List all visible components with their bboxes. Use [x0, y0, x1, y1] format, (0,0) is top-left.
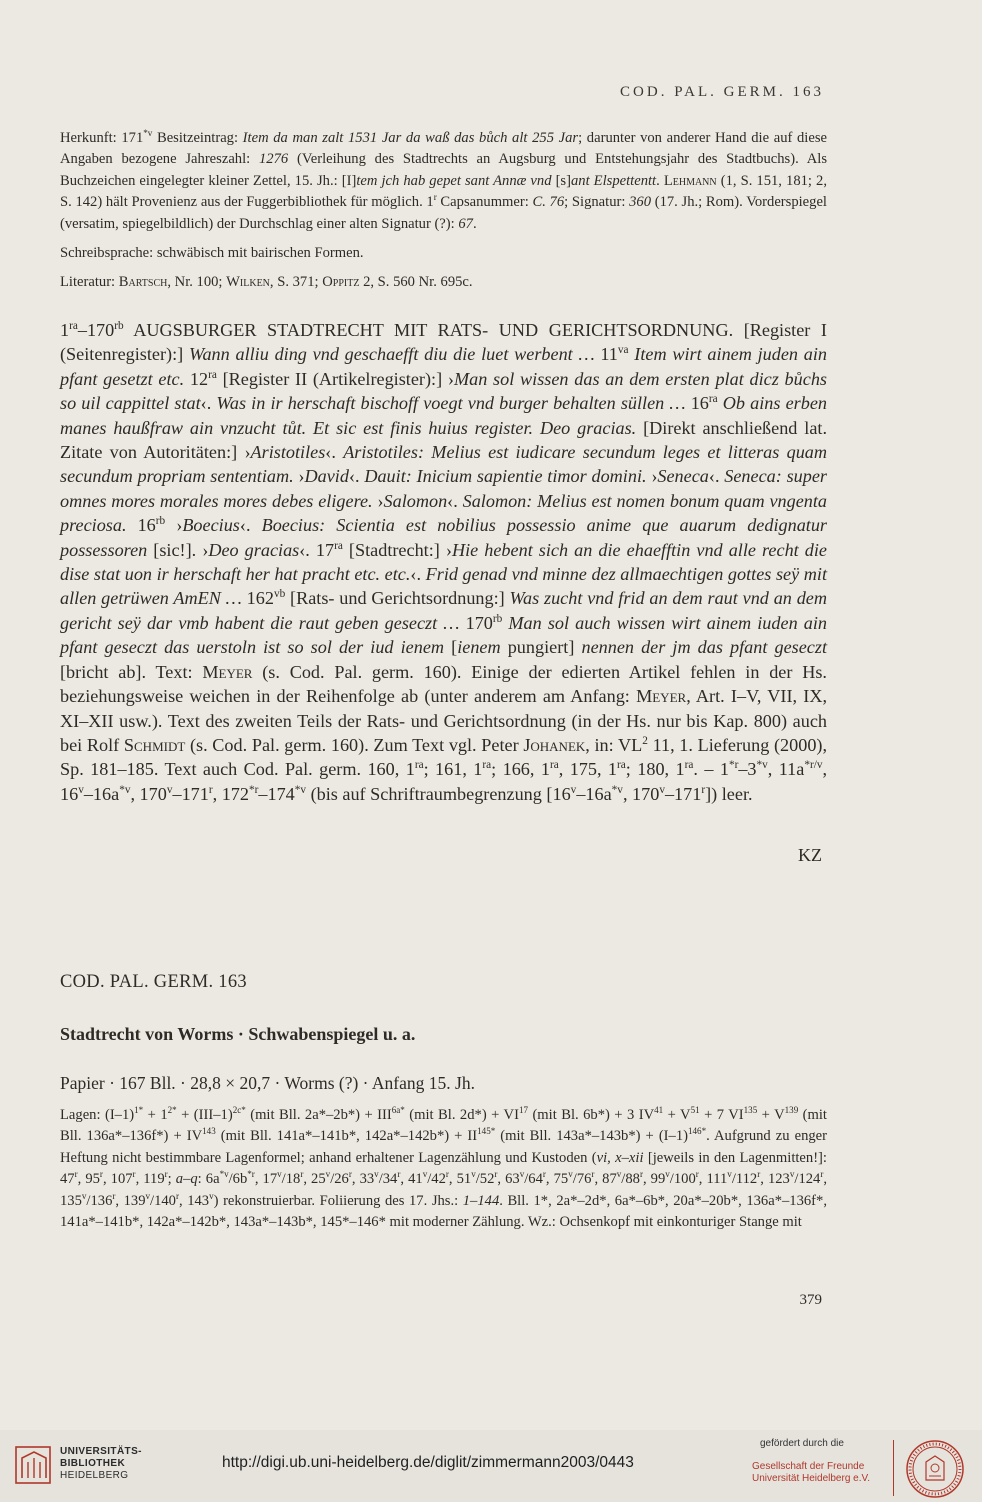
text: [bricht ab]. Text:: [60, 661, 203, 682]
text: [sic!]. ›: [147, 539, 209, 560]
text: ›: [372, 490, 384, 511]
author-name: Oppitz: [322, 274, 360, 291]
superscript: va: [617, 344, 629, 357]
text: , 75: [545, 1171, 569, 1188]
quote: Seneca: super omnes mores morales mores debes eligere.: [60, 466, 828, 511]
superscript: r: [820, 1169, 824, 1180]
superscript: rb: [155, 515, 166, 528]
superscript: v: [277, 1169, 282, 1180]
text: . – 1: [693, 759, 729, 780]
text: , 175, 1: [558, 759, 618, 780]
author-name: Lehmann: [663, 172, 717, 189]
text: , 25: [303, 1171, 326, 1188]
quote: Was in ir herschaft bischoff voegt vnd burger behalten süllen …: [216, 393, 686, 414]
text: , 51: [448, 1171, 472, 1188]
superscript: r: [542, 1169, 546, 1180]
text: Herkunft: 171: [60, 130, 144, 146]
text: /18: [281, 1171, 301, 1188]
text: (17. Jh.; Rom). Vorderspiegel (versatim, spiegelbildlich) der Durchschlag einer alten Signatur (?):: [60, 194, 827, 232]
superscript: v: [471, 1169, 476, 1180]
superscript: v: [727, 1169, 732, 1180]
text: (mit Bll. 143a*–143b*) + (I–1): [495, 1128, 688, 1145]
superscript: r: [397, 1169, 401, 1180]
text: /136: [86, 1192, 113, 1209]
text: Lagen: (I–1): [60, 1107, 135, 1123]
superscript: *v: [294, 783, 307, 796]
text: (mit Bll. 141a*–141b*, 142a*–142b*) + II: [215, 1128, 478, 1145]
library-name-line: UNIVERSITÄTS-: [60, 1446, 142, 1457]
text: /52: [475, 1171, 495, 1188]
superscript: *v: [756, 759, 768, 772]
text: /124: [794, 1171, 821, 1188]
text: ›: [646, 466, 658, 487]
superscript: r: [175, 1190, 179, 1201]
quote: 1–144: [462, 1192, 500, 1209]
text: + (III–1): [176, 1107, 233, 1123]
quote: a–q: [175, 1171, 198, 1188]
text: [: [444, 637, 458, 658]
text: + 1: [143, 1107, 168, 1123]
quote: David: [304, 466, 349, 487]
text: ; 161, 1: [423, 759, 483, 780]
superscript: v: [616, 1169, 622, 1180]
superscript: r: [348, 1169, 352, 1180]
text: , 123: [760, 1171, 790, 1188]
text: AUGSBURGER STADTRECHT MIT RATS- UND GERICHTSORDNUNG. [Register I (Seitenregister):]: [60, 320, 827, 365]
text: , 41: [400, 1171, 423, 1188]
text: ›: [165, 515, 183, 536]
superscript: 146*: [688, 1126, 707, 1137]
entry-title: Stadtrecht von Worms · Schwabenspiegel u. a.: [60, 1024, 416, 1044]
superscript: ra: [334, 539, 343, 552]
text: /42: [427, 1171, 446, 1188]
superscript: *r: [248, 783, 259, 796]
lagen-text: [60, 1105, 827, 1233]
text: /34: [378, 1171, 398, 1188]
text: (s. Cod. Pal. germ. 160). Einige der edierten Artikel fehlen in der Hs. beziehungsweise weichen in der Reihenfolge ab (unter anderem am Anfang:: [60, 661, 827, 707]
superscript: ra: [414, 759, 424, 772]
text: ›: [293, 466, 305, 487]
text: . Bll. 1*, 2a*–2d*, 6a*–6b*, 20a*–20b*, 136a*–136f*, 141a*–141b*, 142a*–142b*, 143a*–143b*, 145*–146* mit moderner Zählung. Wz.: Ochsenkopf mit einkonturiger Stange mit: [60, 1192, 827, 1231]
superscript: v: [568, 1169, 573, 1180]
superscript: ra: [617, 759, 626, 772]
superscript: 135: [743, 1105, 758, 1116]
superscript: r: [433, 192, 437, 203]
text: /100: [669, 1171, 696, 1188]
superscript: 1*: [134, 1105, 144, 1116]
superscript: r: [445, 1169, 449, 1180]
quote: Wann alliu ding vnd geschaefft diu die luet werbent …: [188, 344, 595, 365]
quote: Seneca: [657, 466, 709, 487]
text: [Register II (Artikelregister):] ›: [216, 368, 454, 389]
sponsor-name-line: Universität Heidelberg e.V.: [752, 1473, 871, 1484]
superscript: r: [208, 783, 213, 796]
quote: Boecius: Scientia est nobilius possessio anime que auarum dedignatur possessoren: [60, 515, 828, 560]
superscript: *r/v: [804, 759, 823, 772]
superscript: v: [145, 1190, 151, 1201]
text: Capsanummer:: [436, 194, 533, 211]
text: ‹.: [410, 564, 426, 585]
previous-entry: [60, 128, 827, 294]
text: ) rekonstruierbar. Foliierung des 17. Jhs.:: [213, 1192, 463, 1209]
superscript: *v: [219, 1169, 229, 1180]
text: (mit Bl. 6b*) + 3 IV: [528, 1107, 655, 1123]
superscript: v: [659, 783, 665, 796]
quote: Ob ains erben manes haußfraw ain vnzucht tůt. Et sic est finis huius register. Deo gracias.: [60, 393, 827, 438]
text: (mit Bll. 136a*–136f*) + IV: [60, 1107, 827, 1145]
author-name: Meyer: [636, 686, 687, 707]
text: , 33: [351, 1171, 375, 1188]
text: , 119: [135, 1171, 165, 1188]
quote: Hie hebent sich an die ehaefftin vnd alle recht die dise stat uon ir herschaft her hat pracht etc. etc.: [60, 539, 827, 585]
quote: nennen der jm das pfant geseczt: [581, 637, 828, 658]
superscript: ra: [69, 319, 78, 332]
text: ; darunter von anderer Hand die auf diese Angaben bezogene Jahreszahl:: [60, 130, 827, 168]
text: 2, S. 560 Nr. 695c.: [359, 274, 473, 291]
text: , 11a: [767, 759, 805, 780]
running-head: COD. PAL. GERM. 163: [620, 84, 824, 100]
author-initials: KZ: [798, 845, 822, 865]
text: ;: [167, 1171, 176, 1188]
text: –16a: [83, 783, 120, 804]
text: , Art. I–V, VII, IX, XI–XII usw.). Text des zweiten Teils der Rats- und Gerichtsordnung (in der Hs. nur bis Kap. 800) auch bei Rolf: [60, 686, 827, 755]
text: [jeweils in den Lagenmitten!]: 47: [60, 1149, 827, 1188]
text: 11, 1. Lieferung (2000), Sp. 181–185. Text auch Cod. Pal. germ. 160, 1: [60, 734, 828, 780]
text: 16: [685, 393, 709, 414]
text: –3: [738, 759, 757, 780]
text: [Stadtrecht:] ›: [342, 539, 452, 560]
text: , 63: [497, 1171, 520, 1188]
superscript: r: [494, 1169, 498, 1180]
quote: Salomon: Melius est nomen bonum quam vngenta preciosa.: [60, 490, 828, 536]
superscript: v: [166, 783, 173, 796]
text: /6b: [228, 1171, 248, 1188]
schreibsprache: Schreibsprache: schwäbisch mit bairischen Formen.: [60, 245, 364, 262]
superscript: v: [665, 1169, 670, 1180]
sponsor-name-line: Gesellschaft der Freunde: [752, 1461, 865, 1472]
text: .: [656, 172, 664, 189]
sponsor-label: gefördert durch die: [760, 1438, 844, 1449]
superscript: *r: [728, 759, 739, 772]
text: 170: [459, 612, 493, 633]
quote: Aristotiles: Melius est iudicare secundum leges et litteras quam secundum propriam sententiam.: [60, 442, 828, 487]
text: /140: [150, 1192, 176, 1209]
superscript: ra: [482, 759, 492, 772]
quote: C. 76: [532, 194, 565, 211]
quote: 1276: [259, 151, 289, 168]
superscript: r: [132, 1169, 136, 1180]
permalink-url[interactable]: http://digi.ub.uni-heidelberg.de/diglit/zimmermann2003/0443: [222, 1454, 634, 1471]
superscript: r: [639, 1169, 643, 1180]
university-library-logo-icon: [14, 1444, 54, 1486]
text: , 111: [698, 1171, 728, 1188]
text: (Verleihung des Stadtrechts an Augsburg und Entstehungsjahr des Stadtbuchs). Als Buchzeichen eingelegter kleiner Zettel, 15. Jh.: [I]: [60, 151, 827, 189]
superscript: 51: [690, 1105, 700, 1116]
quote: tem jch hab gepet sant Annæ vnd: [356, 172, 552, 189]
entry-heading: COD. PAL. GERM. 163: [60, 972, 247, 992]
text: ‹.: [708, 466, 725, 487]
superscript: r: [99, 1169, 103, 1180]
text: –170: [77, 320, 115, 340]
superscript: r: [695, 1169, 699, 1180]
quote: Boecius: [182, 515, 240, 536]
superscript: *v: [143, 128, 153, 139]
text: 11: [594, 344, 618, 365]
quote: Item wirt ainem juden ain pfant gesetzt etc.: [60, 344, 828, 389]
text: –174: [258, 783, 295, 804]
superscript: r: [591, 1169, 595, 1180]
superscript: r: [74, 1169, 78, 1180]
text: (s. Cod. Pal. germ. 160). Zum Text vgl. Peter: [185, 734, 524, 755]
superscript: v: [519, 1169, 525, 1180]
superscript: v: [81, 1190, 87, 1201]
text: (mit Bll. 2a*–2b*) + III: [245, 1107, 392, 1123]
text: ‹.: [239, 515, 262, 536]
author-name: Wilken: [226, 274, 270, 291]
text: 162: [241, 588, 274, 609]
text: . Aufgrund zu enger Heftung nicht bestimmbare Lagenformel; anhand erhaltener Lagenzählung und Kustoden (: [60, 1128, 827, 1166]
superscript: rb: [492, 612, 503, 625]
text: (bis auf Schriftraumbegrenzung [16: [306, 783, 571, 804]
superscript: rb: [114, 319, 124, 332]
text: + V: [663, 1107, 691, 1123]
superscript: r: [300, 1169, 304, 1180]
text: : 6a: [197, 1171, 220, 1188]
text: ‹. 17: [299, 539, 335, 560]
text: /26: [330, 1171, 349, 1188]
text: ; 166, 1: [491, 759, 550, 780]
author-name: Johanek: [523, 734, 586, 755]
text: , 172: [212, 783, 249, 804]
text: , 135: [60, 1171, 828, 1209]
author-name: Schmidt: [123, 734, 186, 755]
superscript: 139: [784, 1105, 799, 1116]
quote: Aristotiles: [250, 442, 326, 463]
author-name: Bartsch: [118, 274, 168, 291]
superscript: vb: [273, 588, 286, 601]
university-seal-icon: [904, 1438, 966, 1500]
text: /76: [572, 1171, 592, 1188]
superscript: 143: [202, 1126, 216, 1137]
text: Literatur:: [60, 274, 119, 291]
text: , in: VL: [585, 734, 643, 755]
superscript: r: [112, 1190, 116, 1201]
contents-paragraph: [60, 318, 827, 806]
quote: Was zucht vnd frid an dem raut vnd an dem gericht seÿ dar vmb habent die raut geben geseczt …: [60, 588, 828, 633]
entry-material: Papier · 167 Bll. · 28,8 × 20,7 · Worms (?) · Anfang 15. Jh.: [60, 1073, 475, 1093]
text: , 16: [60, 759, 828, 804]
quote: Salomon: [383, 490, 448, 511]
text: ; 180, 1: [625, 759, 685, 780]
author-name: Meyer: [202, 661, 253, 682]
superscript: *v: [611, 783, 623, 796]
superscript: 145*: [477, 1126, 496, 1137]
superscript: v: [374, 1169, 379, 1180]
text: , 107: [102, 1171, 133, 1188]
text: .: [472, 215, 477, 232]
superscript: ra: [708, 393, 718, 406]
text: 12: [184, 368, 209, 389]
text: ‹.: [348, 466, 365, 487]
quote: Deo gracias: [208, 539, 300, 560]
superscript: v: [209, 1190, 214, 1201]
quote: Man sol wissen das an dem ersten plat dicz bůchs so uil cappittel stat: [60, 368, 827, 414]
quote: ant Elspettentt: [570, 172, 657, 189]
text: , Nr. 100;: [167, 274, 227, 291]
superscript: 2: [642, 734, 648, 747]
superscript: v: [78, 783, 84, 796]
literatur: [60, 272, 827, 293]
lagen-paragraph: [60, 1105, 827, 1233]
text: ; Signatur:: [564, 194, 630, 211]
superscript: ra: [208, 368, 217, 381]
text: –16a: [576, 783, 612, 804]
herkunft-paragraph: [60, 128, 827, 235]
text: pungiert]: [500, 637, 582, 658]
text: , 87: [594, 1171, 617, 1188]
text: ‹.: [325, 442, 344, 463]
superscript: *v: [119, 783, 131, 796]
page-number: 379: [799, 1292, 822, 1308]
text: [Rats- und Gerichtsordnung:]: [285, 588, 510, 609]
superscript: r: [701, 783, 706, 796]
text: /112: [731, 1171, 758, 1188]
superscript: 41: [654, 1105, 664, 1116]
quote: vi, x–xii: [596, 1149, 644, 1166]
text: ‹.: [200, 393, 217, 414]
quote: Man sol auch wissen wirt ainem iuden ain pfant geseczt das uerstoln ist so sol der iud ienem: [60, 612, 828, 658]
superscript: ra: [684, 759, 694, 772]
superscript: r: [164, 1169, 168, 1180]
superscript: v: [789, 1169, 795, 1180]
superscript: v: [570, 783, 577, 796]
text: + V: [757, 1107, 785, 1123]
text: Besitzeintrag:: [152, 130, 243, 146]
text: ]) leer.: [705, 783, 753, 804]
text: 16: [126, 515, 156, 536]
text: –171: [172, 783, 209, 804]
library-name-line: BIBLIOTHEK: [60, 1458, 126, 1469]
text: , 143: [179, 1192, 210, 1209]
sponsor-name: [752, 1461, 870, 1485]
library-name-line: HEIDELBERG: [60, 1470, 129, 1481]
text: , S. 371;: [269, 274, 323, 291]
superscript: v: [325, 1169, 331, 1180]
superscript: r: [757, 1169, 761, 1180]
text: , 139: [115, 1192, 146, 1209]
text: , 17: [254, 1171, 278, 1188]
text: + 7 VI: [699, 1107, 744, 1123]
superscript: 2*: [167, 1105, 177, 1116]
text: –171: [664, 783, 702, 804]
quote: ienem: [457, 637, 501, 658]
superscript: v: [422, 1169, 428, 1180]
text: [s]: [551, 172, 571, 189]
quote: 67: [458, 215, 473, 232]
text: , 170: [130, 783, 167, 804]
text: 1: [60, 320, 70, 340]
quote: Frid genad vnd minne dez allmaechtigen gottes seÿ mit allen getrüwen AmEN …: [60, 564, 827, 609]
superscript: *r: [247, 1169, 255, 1180]
text: [Direkt anschließend lat. Zitate von Autoritäten:] ›: [60, 417, 827, 463]
text: , 99: [642, 1171, 666, 1188]
footer-bar: [0, 1430, 982, 1502]
superscript: 2c*: [232, 1105, 246, 1116]
superscript: 6a*: [391, 1105, 405, 1116]
text: (1, S. 151, 181; 2, S. 142) hält Provenienz aus der Fuggerbibliothek für möglich. 1: [60, 172, 827, 211]
superscript: 17: [518, 1105, 528, 1116]
text: ‹.: [447, 490, 463, 511]
divider: [893, 1440, 894, 1496]
text: /64: [524, 1171, 543, 1188]
text: , 170: [622, 783, 660, 804]
quote: Item da man zalt 1531 Jar da waß das bůch alt 255 Jar: [242, 130, 579, 146]
text: , 95: [77, 1171, 100, 1188]
quote: 360: [629, 194, 652, 211]
text: (mit Bl. 2d*) + VI: [404, 1107, 519, 1123]
contents-text: [60, 318, 827, 806]
quote: Dauit: Inicium sapientie timor domini.: [364, 466, 647, 487]
library-name: [60, 1446, 142, 1482]
superscript: ra: [549, 759, 559, 772]
text: /88: [621, 1171, 640, 1188]
